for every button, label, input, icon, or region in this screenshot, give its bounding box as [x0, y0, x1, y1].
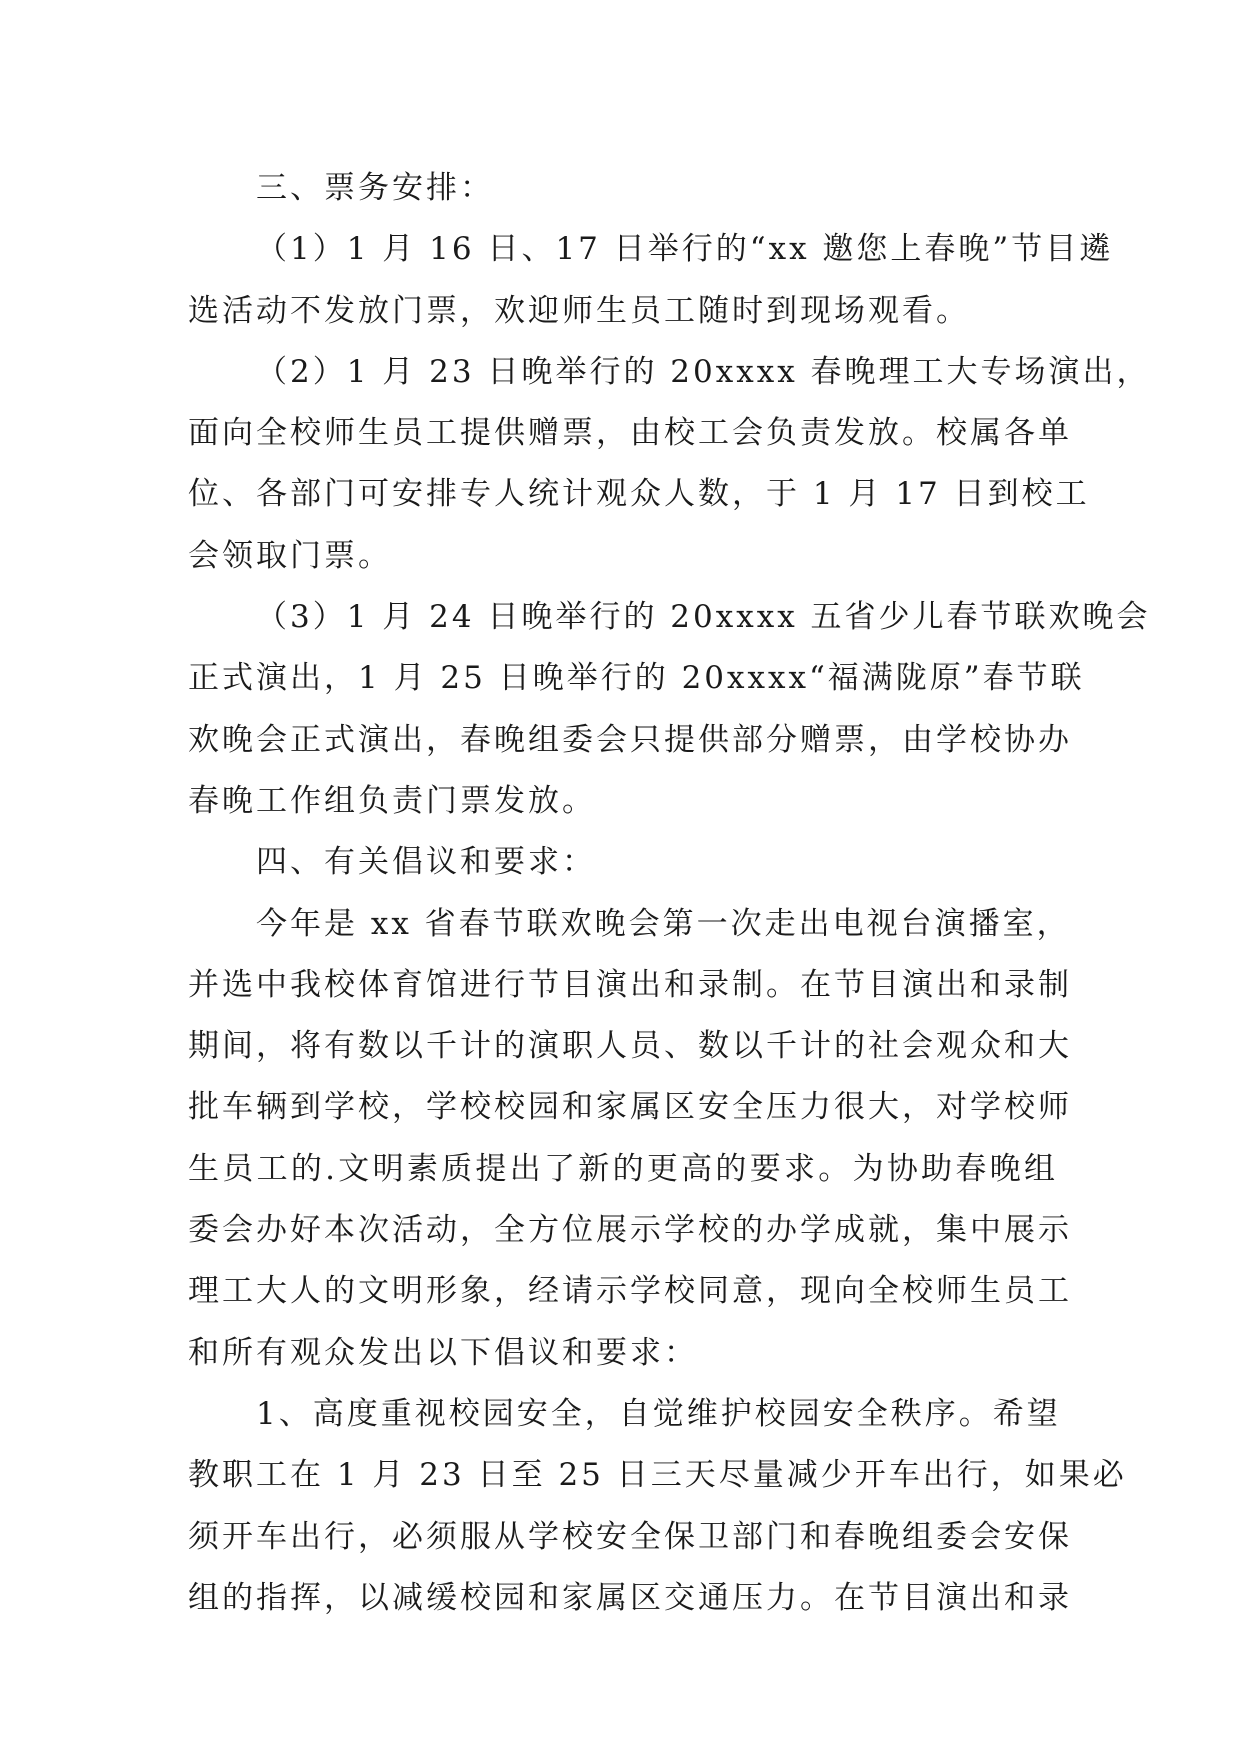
- paragraph-5-line-2: 期间，将有数以千计的演职人员、数以千计的社会观众和大: [188, 1028, 1072, 1065]
- paragraph-4-line-0: 四、有关倡议和要求：: [256, 844, 596, 881]
- paragraph-5-line-4: 生员工的.文明素质提出了新的更高的要求。为协助春晚组: [188, 1150, 1058, 1187]
- paragraph-5-line-7: 和所有观众发出以下倡议和要求：: [188, 1334, 698, 1371]
- paragraph-5-line-3: 批车辆到学校，学校校园和家属区安全压力很大，对学校师: [188, 1089, 1072, 1126]
- paragraph-2-line-2: 位、各部门可安排专人统计观众人数，于 1 月 17 日到校工: [188, 476, 1090, 513]
- paragraph-3-line-3: 春晚工作组负责门票发放。: [188, 782, 596, 819]
- paragraph-3-line-0: （3）1 月 24 日晚举行的 20xxxx 五省少儿春节联欢晚会: [256, 599, 1151, 636]
- paragraph-5-line-0: 今年是 xx 省春节联欢晚会第一次走出电视台演播室，: [256, 905, 1071, 942]
- paragraph-6-line-3: 组的指挥，以减缓校园和家属区交通压力。在节目演出和录: [188, 1579, 1072, 1616]
- paragraph-2-line-3: 会领取门票。: [188, 537, 392, 574]
- paragraph-3-line-1: 正式演出，1 月 25 日晚举行的 20xxxx“福满陇原”春节联: [188, 660, 1085, 697]
- paragraph-2-line-1: 面向全校师生员工提供赠票，由校工会负责发放。校属各单: [188, 415, 1072, 452]
- paragraph-0-line-0: 三、票务安排：: [256, 170, 494, 206]
- paragraph-5-line-6: 理工大人的文明形象，经请示学校同意，现向全校师生员工: [188, 1273, 1072, 1310]
- document-body: [188, 158, 1151, 1629]
- paragraph-6-line-0: 1、高度重视校园安全，自觉维护校园安全秩序。希望: [256, 1395, 1061, 1432]
- paragraph-6-line-1: 教职工在 1 月 23 日至 25 日三天尽量减少开车出行，如果必: [188, 1457, 1127, 1494]
- paragraph-1-line-1: 选活动不发放门票，欢迎师生员工随时到现场观看。: [188, 292, 970, 329]
- paragraph-2-line-0: （2）1 月 23 日晚举行的 20xxxx 春晚理工大专场演出，: [256, 353, 1151, 390]
- paragraph-3-line-2: 欢晚会正式演出，春晚组委会只提供部分赠票，由学校协办: [188, 721, 1072, 758]
- paragraph-5-line-5: 委会办好本次活动，全方位展示学校的办学成就，集中展示: [188, 1212, 1072, 1249]
- paragraph-1-line-0: （1）1 月 16 日、17 日举行的“xx 邀您上春晚”节目遴: [256, 231, 1114, 268]
- paragraph-6-line-2: 须开车出行，必须服从学校安全保卫部门和春晚组委会安保: [188, 1518, 1072, 1555]
- paragraph-5-line-1: 并选中我校体育馆进行节目演出和录制。在节目演出和录制: [188, 966, 1072, 1003]
